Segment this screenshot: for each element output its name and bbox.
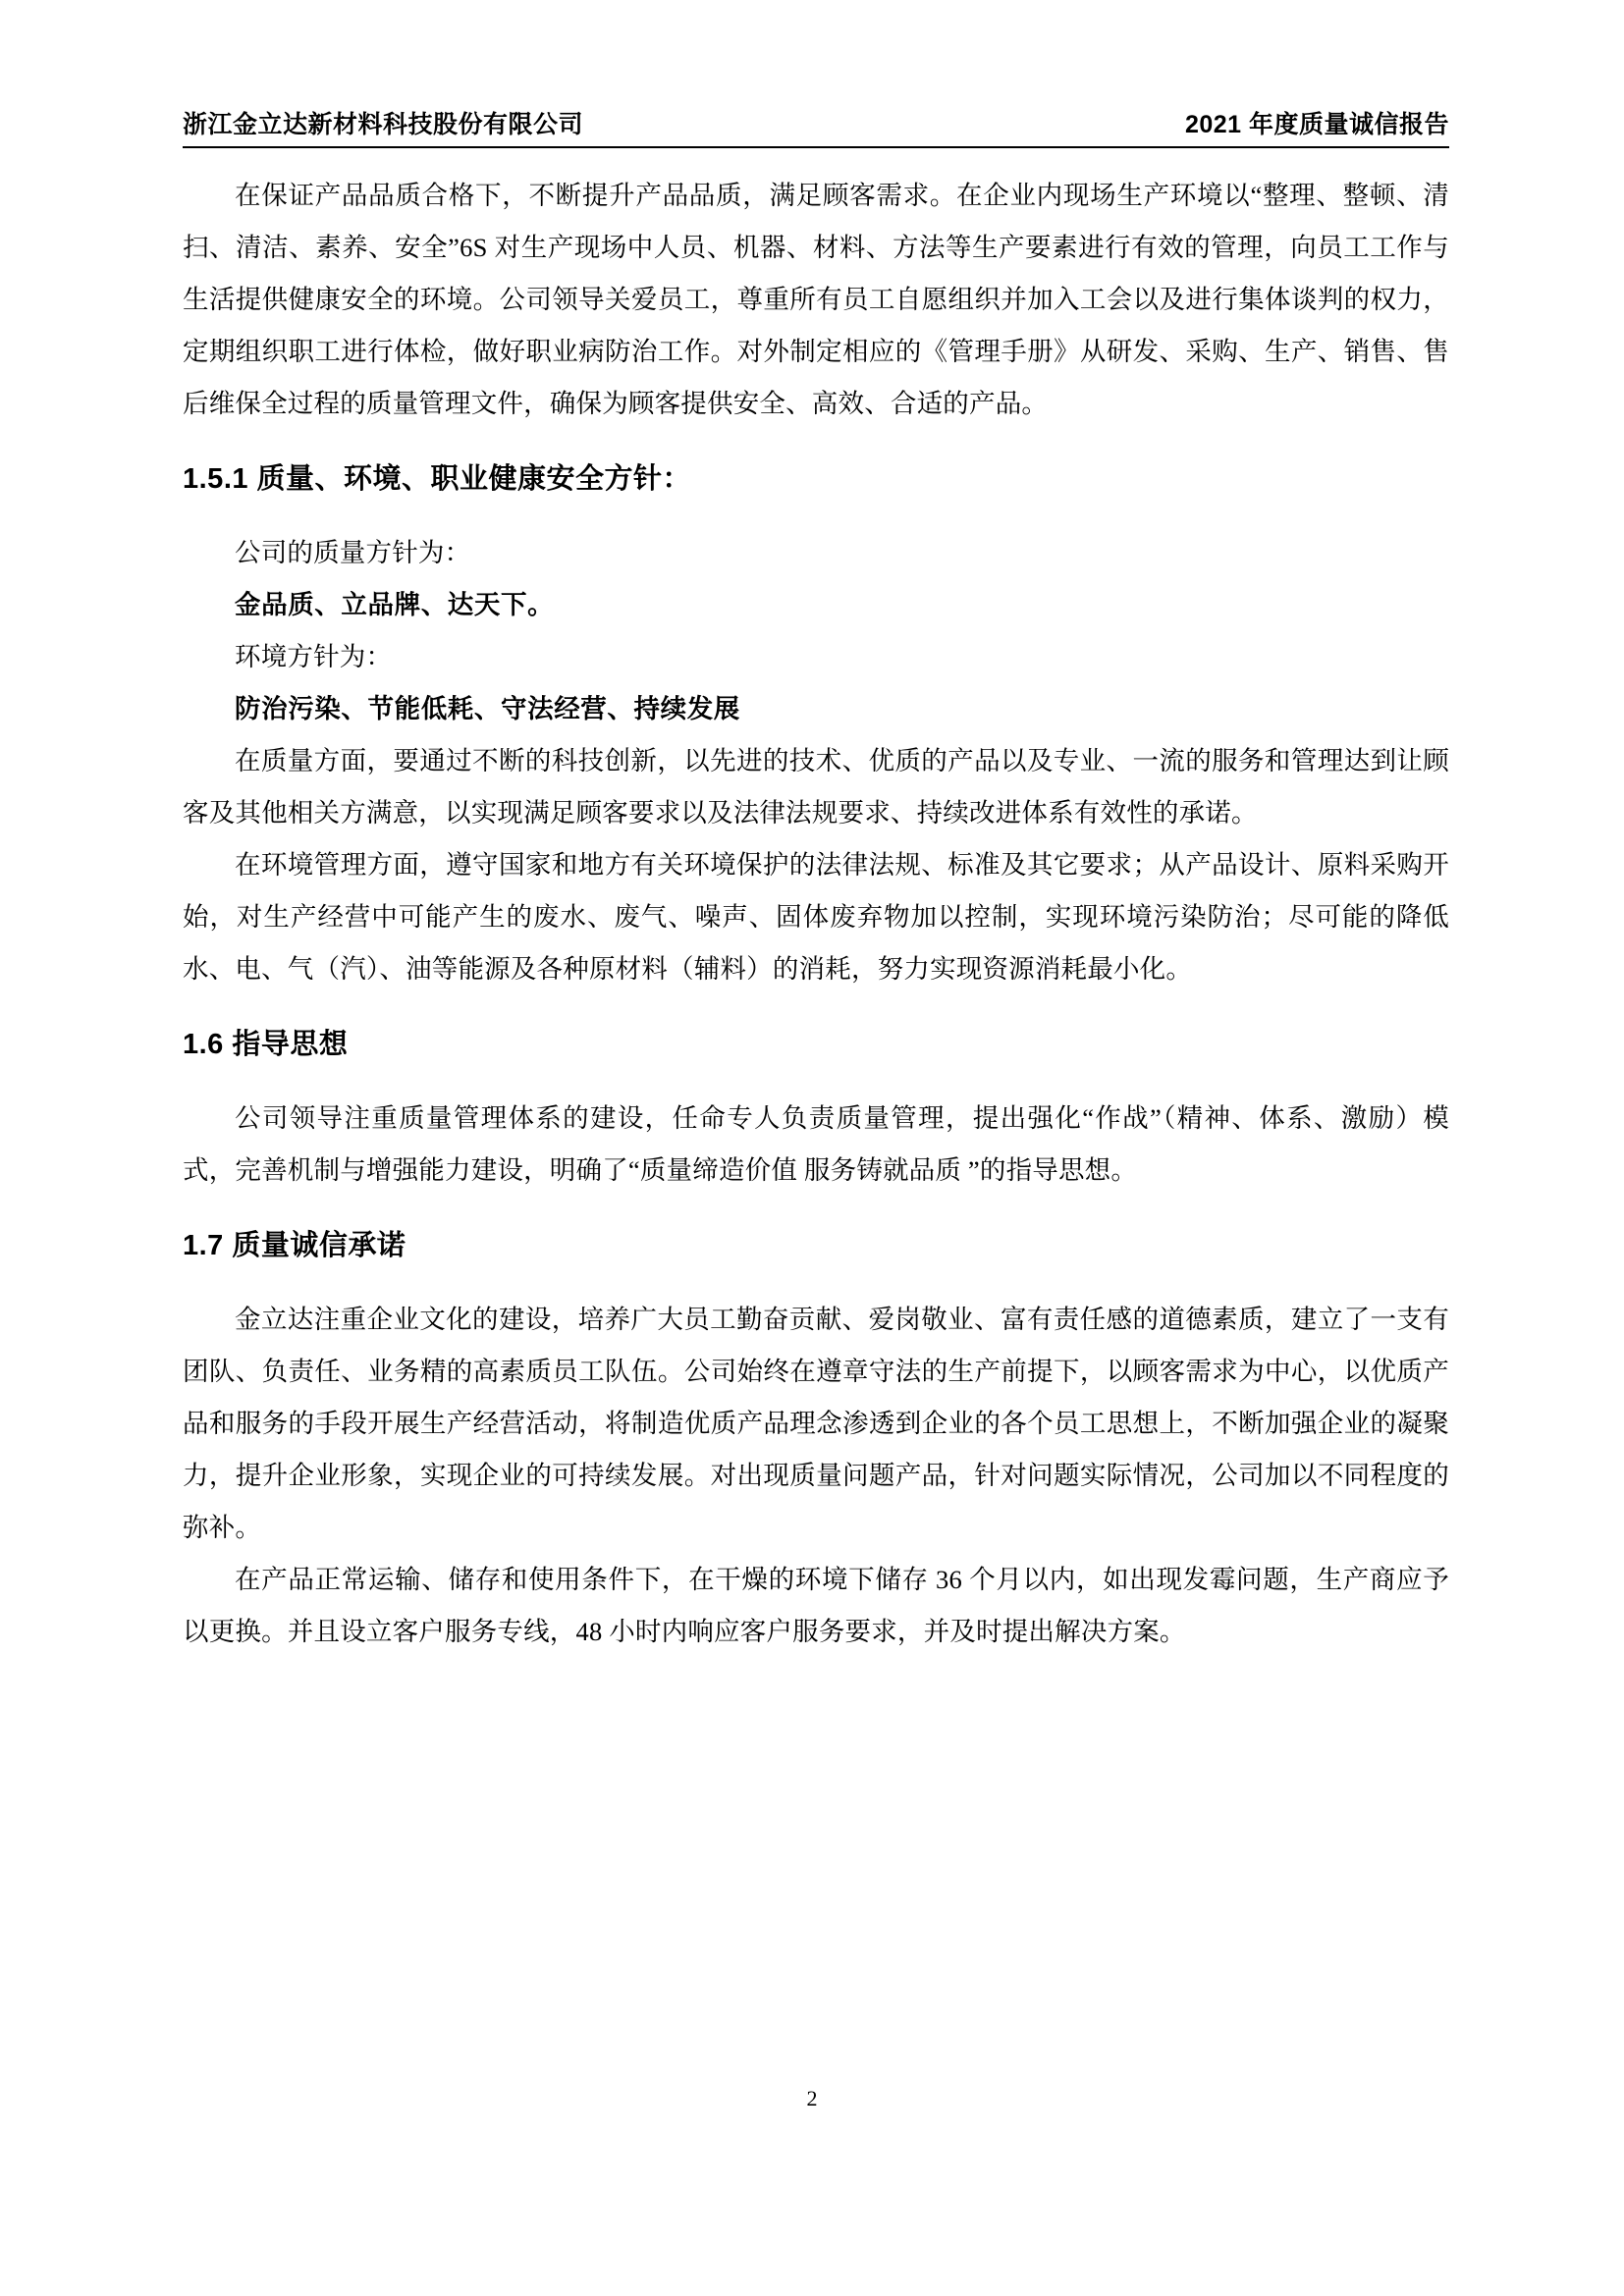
paragraph-quality-aspect: 在质量方面，要通过不断的科技创新，以先进的技术、优质的产品以及专业、一流的服务和管理达到让顾客及其他相关方满意，以实现满足顾客要求以及法律法规要求、持续改进体系有效性的承诺。	[183, 746, 1449, 828]
header-report-title: 2021 年度质量诚信报告	[1184, 111, 1449, 138]
spacer	[183, 1272, 1449, 1294]
quality-policy-text: 金品质、立品牌、达天下。	[235, 590, 555, 619]
environment-policy-lead: 环境方针为：	[235, 642, 393, 671]
spacer	[183, 995, 1449, 1019]
page-footer	[0, 2086, 1624, 2111]
paragraph-intro: 在保证产品品质合格下，不断提升产品品质，满足顾客需求。在企业内现场生产环境以“整理、整顿、清扫、清洁、素养、安全”6S 对生产现场中人员、机器、材料、方法等生产要素进行有效的管理，向员工工作与生活提供健康安全的环境。公司领导关爱员工，尊重所有员工自愿组织并加入工会以及进行集体谈判的权力，定期组织职工进行体检，做好职业病防治工作。对外制定相应的《管理手册》从研发、采购、生产、销售、售后维保全过程的质量管理文件，确保为顾客提供安全、高效、合适的产品。	[183, 181, 1449, 418]
paragraph-integrity-commitment-2: 在产品正常运输、储存和使用条件下，在干燥的环境下储存 36 个月以内，如出现发霉问题，生产商应予以更换。并且设立客户服务专线，48 小时内响应客户服务要求，并及时提出解决方案。	[183, 1565, 1449, 1646]
running-header	[183, 0, 1449, 139]
header-company-name: 浙江金立达新材料科技股份有限公司	[183, 111, 584, 138]
paragraph-integrity-commitment-1: 金立达注重企业文化的建设，培养广大员工勤奋贡献、爱岗敬业、富有责任感的道德素质，建立了一支有团队、负责任、业务精的高素质员工队伍。公司始终在遵章守法的生产前提下，以顾客需求为中心，以优质产品和服务的手段开展生产经营活动，将制造优质产品理念渗透到企业的各个员工思想上，不断加强企业的凝聚力，提升企业形象，实现企业的可持续发展。对出现质量问题产品，针对问题实际情况，公司加以不同程度的弥补。	[183, 1305, 1449, 1542]
heading-1-7: 1.7 质量诚信承诺	[183, 1230, 406, 1261]
heading-1-6: 1.6 指导思想	[183, 1029, 349, 1060]
spacer	[183, 1197, 1449, 1220]
page-number: 2	[806, 2086, 818, 2110]
paragraph-guiding-ideology: 公司领导注重质量管理体系的建设，任命专人负责质量管理，提出强化“作战”（精神、体系、激励）模式，完善机制与增强能力建设，明确了“质量缔造价值 服务铸就品质 ”的指导思想。	[183, 1103, 1449, 1185]
paragraph-environment-aspect: 在环境管理方面，遵守国家和地方有关环境保护的法律法规、标准及其它要求；从产品设计、原料采购开始，对生产经营中可能产生的废水、废气、噪声、固体废弃物加以控制，实现环境污染防治；尽可能的降低水、电、气（汽）、油等能源及各种原材料（辅料）的消耗，努力实现资源消耗最小化。	[183, 850, 1449, 984]
body-area	[183, 148, 1449, 1658]
spacer	[183, 430, 1449, 454]
page-content	[183, 0, 1449, 1658]
quality-policy-lead: 公司的质量方针为：	[235, 538, 471, 567]
spacer	[183, 1071, 1449, 1093]
spacer	[183, 506, 1449, 527]
environment-policy-text: 防治污染、节能低耗、守法经营、持续发展	[235, 694, 740, 723]
heading-1-5-1: 1.5.1 质量、环境、职业健康安全方针：	[183, 463, 692, 495]
